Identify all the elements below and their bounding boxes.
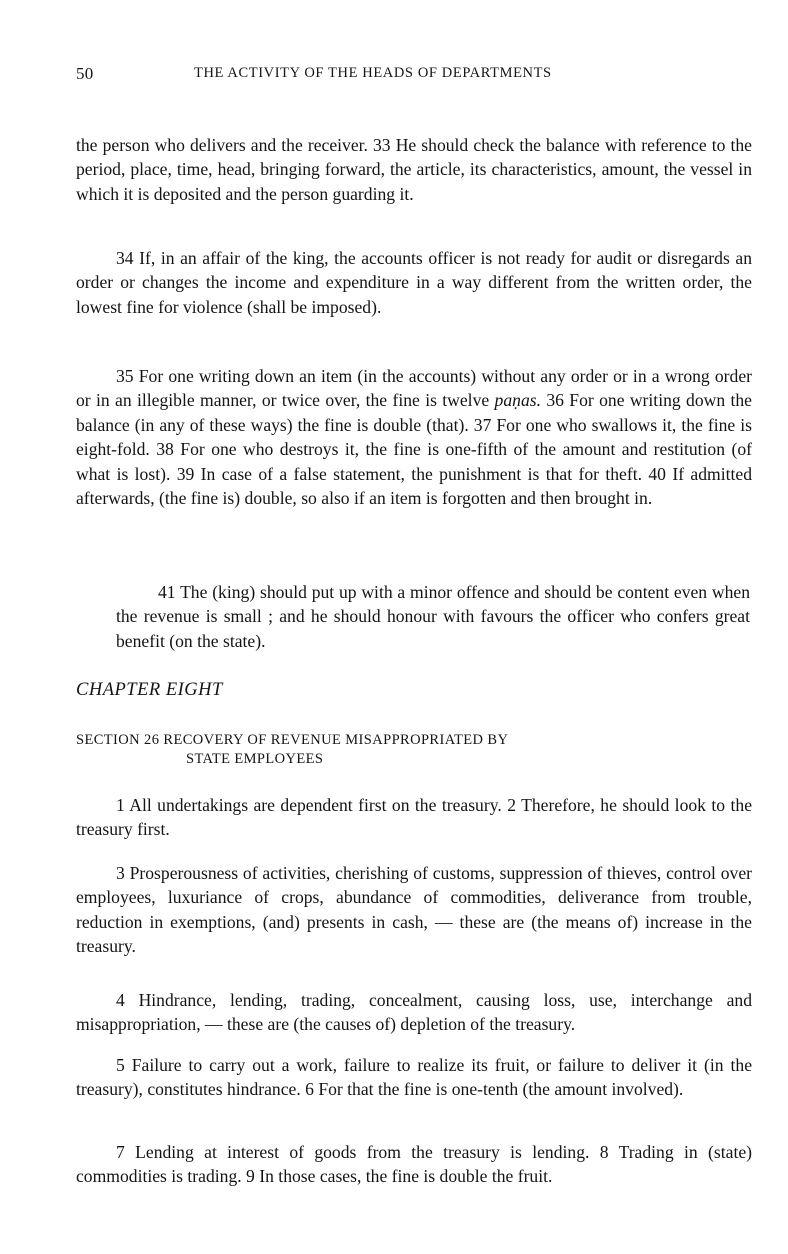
paragraph-text — [76, 364, 752, 510]
paragraph-text-part: 36 For one writing down the balance (in any of these ways) the fine is double (that). 37 For one who swallows it, the fine is eight-fold. 38 For one who destroys it, the fine is one-fifth of the amount and restitution (of what is lost). 39 In case of a false statement, the punishment is that for theft. 40 If admitted afterwards, (the fine is) double, so also if an item is forgotten and then brought in. — [76, 390, 752, 509]
paragraph-34 — [76, 246, 752, 319]
page-number: 50 — [76, 64, 94, 83]
running-title: THE ACTIVITY OF THE HEADS OF DEPARTMENTS — [194, 65, 552, 81]
paragraph-1-2 — [76, 793, 752, 842]
paragraph-4 — [76, 988, 752, 1037]
paragraph-7-9 — [76, 1140, 752, 1189]
section-heading-line2: STATE EMPLOYEES — [186, 751, 324, 767]
paragraph-5-6 — [76, 1053, 752, 1102]
running-head — [76, 64, 752, 86]
paragraph-text: 7 Lending at interest of goods from the treasury is lending. 8 Trading in (state) commodities is trading. 9 In those cases, the fine is double the fruit. — [76, 1142, 752, 1187]
paragraph-text: the person who delivers and the receiver. 33 He should check the balance with reference to the period, place, time, head, bringing forward, the article, its characteristics, amount, the vessel in which it is deposited and the person guarding it. — [76, 135, 752, 204]
section-heading — [76, 731, 676, 769]
paragraph-text-part: 35 For one writing down an item (in the accounts) without any order or in a wrong order or in an illegible manner, or twice over, the fine is twelve — [76, 366, 752, 411]
paragraph-text: 4 Hindrance, lending, trading, concealment, causing loss, use, interchange and misappropriation, — these are (the causes of) depletion of the treasury. — [76, 990, 752, 1035]
paragraph-text: 3 Prosperousness of activities, cherishing of customs, suppression of thieves, control over employees, luxuriance of crops, abundance of commodities, deliverance from trouble, reduction in exemptions, (and) presents in cash, — these are (the means of) increase in the treasury. — [76, 863, 752, 957]
chapter-title: CHAPTER EIGHT — [76, 680, 223, 700]
paragraph-3 — [76, 861, 752, 959]
verse-41 — [116, 580, 750, 653]
paragraph-text: 34 If, in an affair of the king, the accounts officer is not ready for audit or disregards an order or changes the income and expenditure in a way different from the written order, the lowest fine for violence (shall be imposed). — [76, 248, 752, 317]
paragraph-text: 5 Failure to carry out a work, failure to realize its fruit, or failure to deliver it (in the treasury), constitutes hindrance. 6 For that the fine is one-tenth (the amount involved). — [76, 1055, 752, 1100]
paragraph-text: 1 All undertakings are dependent first on the treasury. 2 Therefore, he should look to the treasury first. — [76, 795, 752, 840]
section-heading-line1: SECTION 26 RECOVERY OF REVENUE MISAPPROPRIATED BY — [76, 732, 509, 748]
verse-text: 41 The (king) should put up with a minor offence and should be content even when the revenue is small ; and he should honour with favours the officer who confers great benefit (on the state). — [116, 582, 750, 651]
paragraph-35-40 — [76, 364, 752, 510]
paragraph-continued-33 — [76, 133, 752, 206]
italic-term: paṇas. — [494, 390, 541, 411]
